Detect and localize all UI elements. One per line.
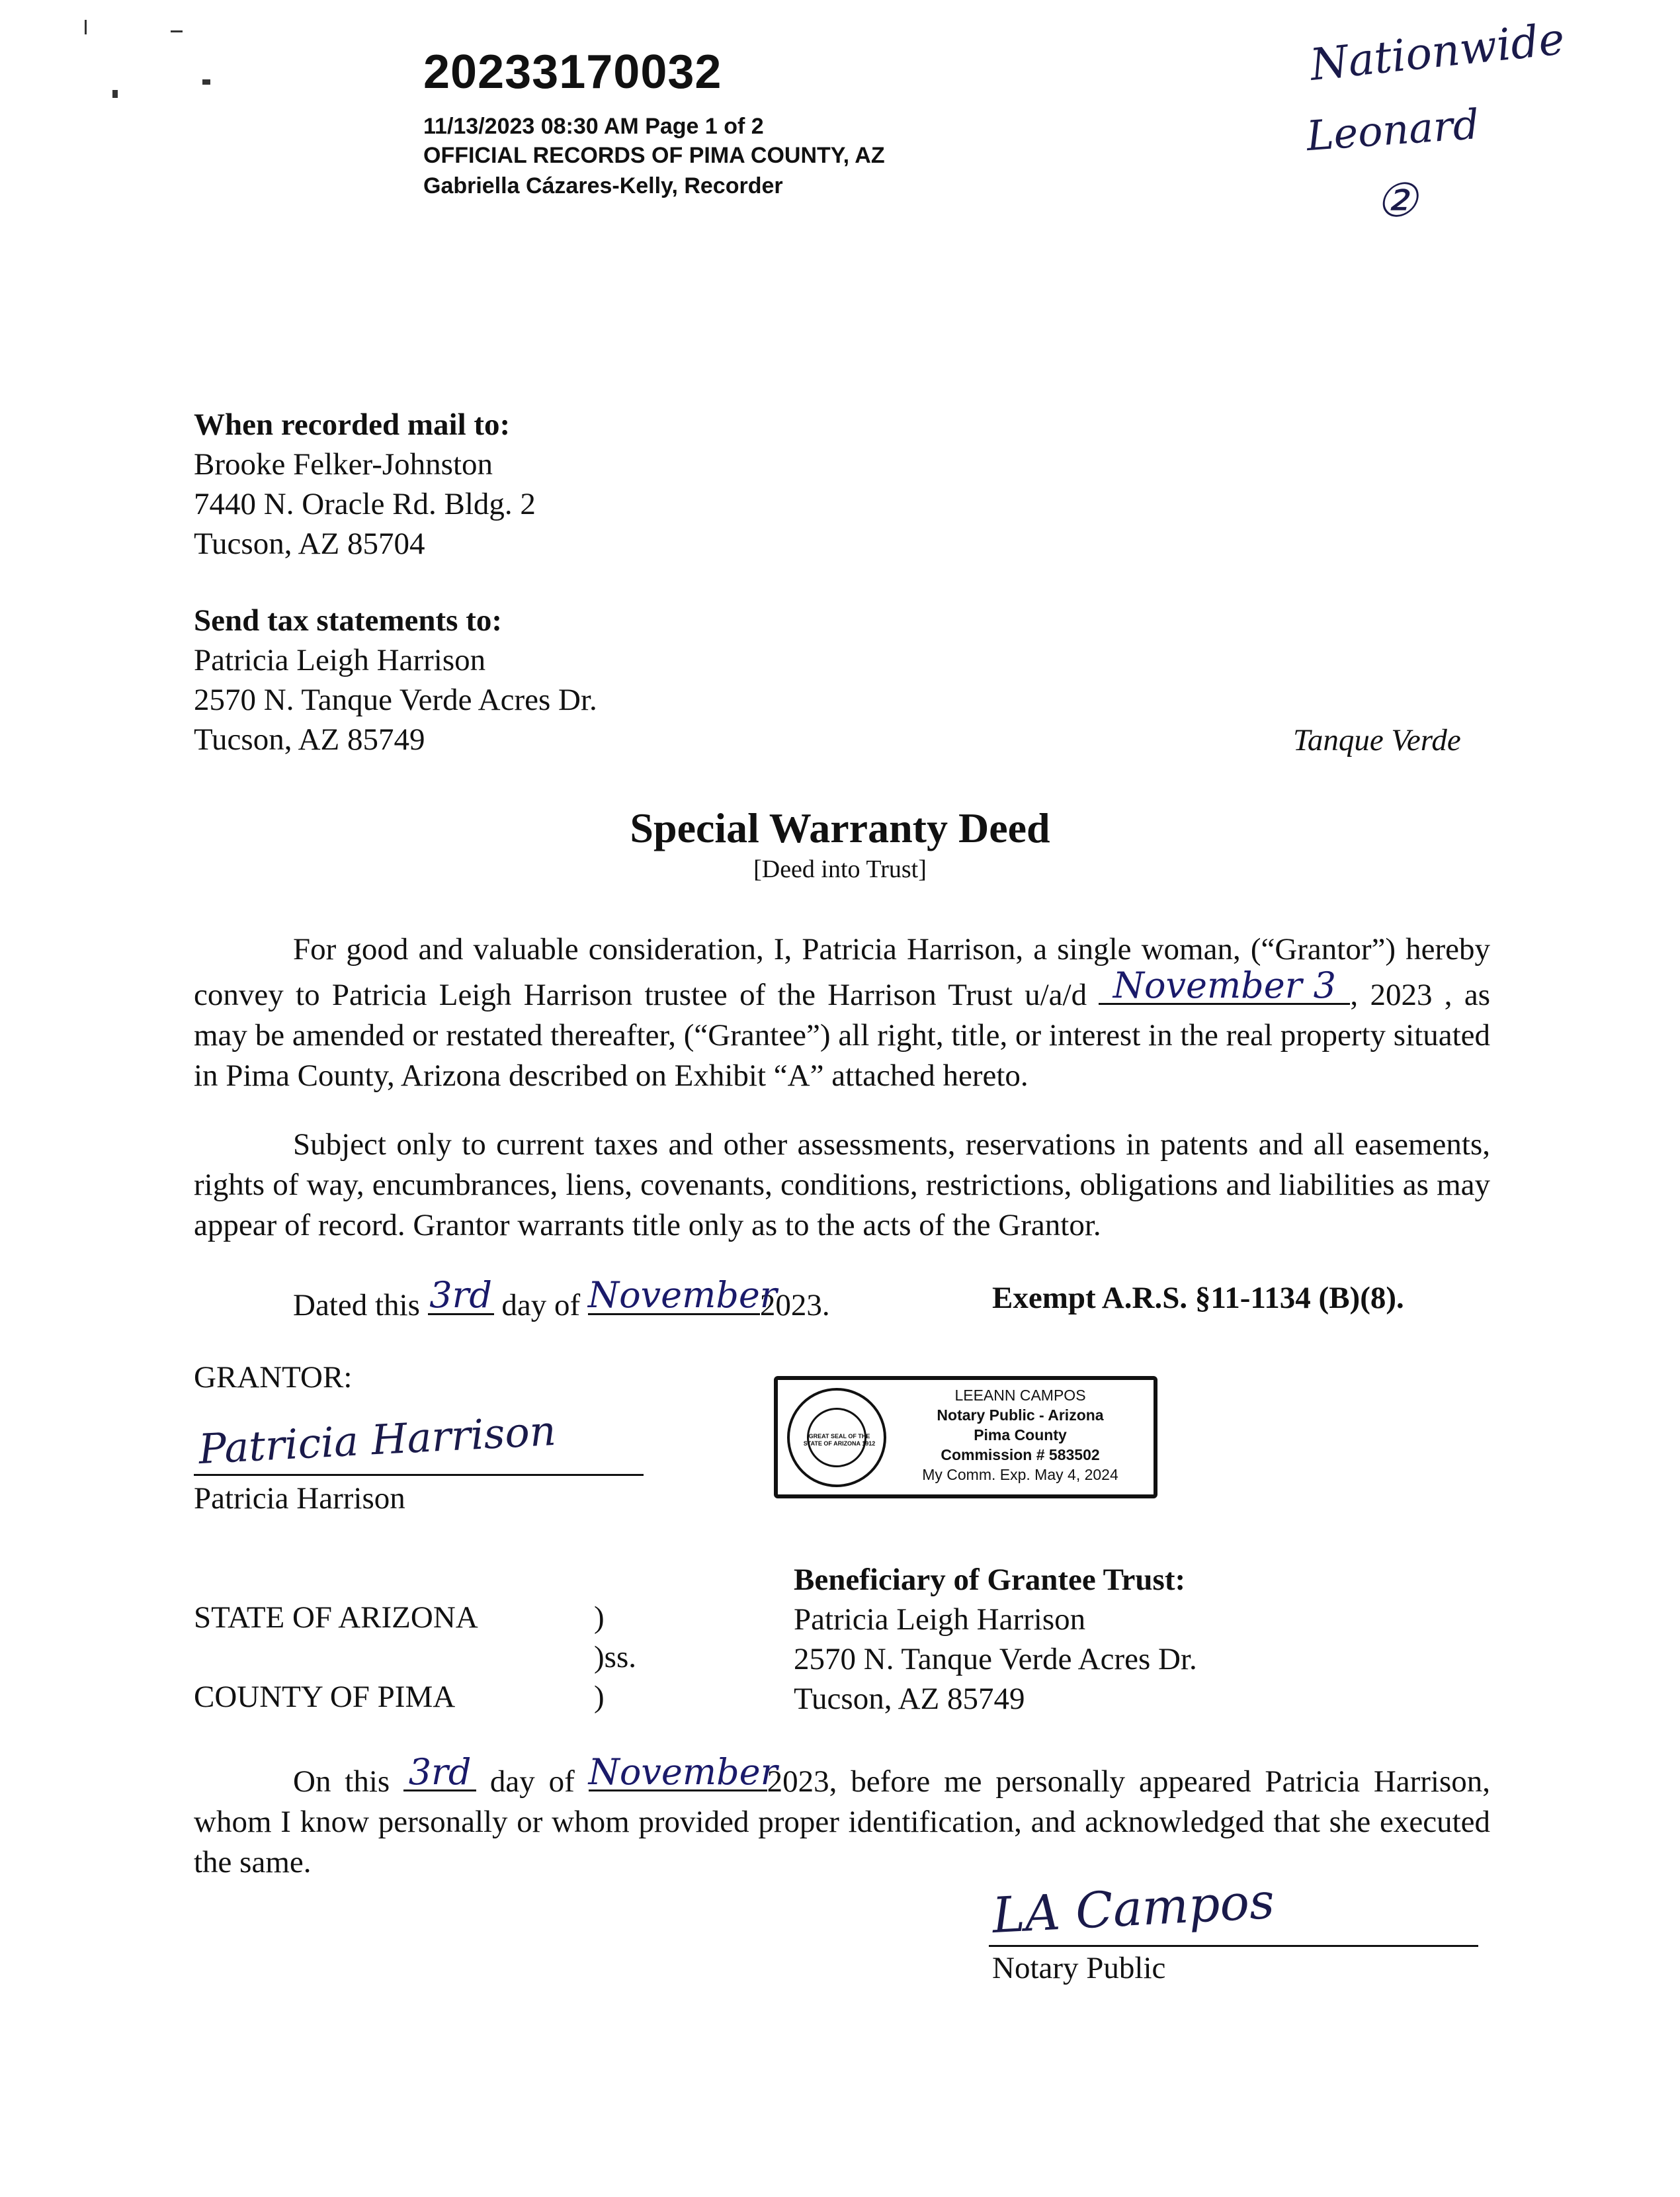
recording-number: 20233170032 bbox=[423, 46, 722, 99]
beneficiary-city: Tucson, AZ 85749 bbox=[794, 1682, 1025, 1716]
area-label: Tanque Verde bbox=[1293, 723, 1461, 757]
ack-month-blank bbox=[588, 1751, 778, 1793]
dated-month-fill: November bbox=[587, 1274, 777, 1316]
mail-to-heading: When recorded mail to: bbox=[194, 408, 511, 442]
notary-stamp-name: LEEANN CAMPOS bbox=[954, 1387, 1086, 1404]
ack-month-fill: November bbox=[588, 1751, 778, 1793]
venue-state: STATE OF ARIZONA bbox=[194, 1600, 478, 1635]
venue-ss: )ss. bbox=[594, 1640, 636, 1674]
beneficiary-heading: Beneficiary of Grantee Trust: bbox=[794, 1563, 1186, 1597]
mail-to-city: Tucson, AZ 85704 bbox=[194, 527, 425, 561]
venue-paren-1: ) bbox=[594, 1600, 605, 1635]
trust-date-blank bbox=[1099, 965, 1350, 1006]
mail-to-street: 7440 N. Oracle Rd. Bldg. 2 bbox=[194, 487, 536, 521]
ack-prefix: On this bbox=[293, 1764, 390, 1799]
subject-paragraph bbox=[194, 1125, 1490, 1246]
dated-month-blank bbox=[587, 1274, 777, 1316]
exempt-statement: Exempt A.R.S. §11-1134 (B)(8). bbox=[992, 1281, 1404, 1315]
tax-to-city: Tucson, AZ 85749 bbox=[194, 722, 425, 757]
tax-to-street: 2570 N. Tanque Verde Acres Dr. bbox=[194, 683, 597, 717]
dated-mid: day of bbox=[501, 1288, 581, 1322]
handwritten-note-line1: Nationwide bbox=[1308, 13, 1567, 91]
notary-stamp-county: Pima County bbox=[974, 1426, 1067, 1443]
grantor-label: GRANTOR: bbox=[194, 1360, 353, 1395]
beneficiary-name: Patricia Leigh Harrison bbox=[794, 1602, 1086, 1637]
ack-rest: 2023, before me personally appeared Patricia Harrison, whom I know personally or whom provided proper identification, and acknowledged that she executed the same. bbox=[194, 1764, 1491, 1879]
dated-line bbox=[293, 1274, 830, 1323]
notary-stamp-title: Notary Public - Arizona bbox=[937, 1406, 1104, 1424]
acknowledgment-paragraph bbox=[194, 1751, 1491, 1883]
notary-stamp-text bbox=[894, 1385, 1147, 1485]
grantor-name: Patricia Harrison bbox=[194, 1481, 405, 1516]
recording-datetime-page: 11/13/2023 08:30 AM Page 1 of 2 bbox=[423, 114, 764, 139]
ack-day-fill: 3rd bbox=[408, 1751, 472, 1793]
scan-speck bbox=[202, 79, 210, 85]
conveyance-text-1: For good and valuable consideration, I, Patricia Harrison, a single woman, (“Grantor”) hereby convey to Patricia Leigh Harrison trustee of the Harrison Trust u/a/d bbox=[194, 932, 1490, 1012]
scan-speck bbox=[85, 20, 93, 34]
ack-day-blank bbox=[403, 1751, 476, 1793]
conveyance-text-2: , 2023 , as may be amended or restated thereafter, (“Grantee”) all right, title, or interest in the real property situated in Pima County, Arizona described on Exhibit “A” attached hereto. bbox=[194, 978, 1491, 1093]
state-seal bbox=[787, 1388, 886, 1487]
beneficiary-street: 2570 N. Tanque Verde Acres Dr. bbox=[794, 1642, 1197, 1676]
handwritten-note-line3: ② bbox=[1376, 173, 1417, 228]
dated-prefix: Dated this bbox=[293, 1288, 420, 1322]
grantor-signature: Patricia Harrison bbox=[197, 1406, 558, 1474]
tax-statements-block bbox=[194, 601, 597, 759]
ack-mid: day of bbox=[489, 1764, 575, 1799]
state-seal-text: GREAT SEAL OF THE STATE OF ARIZONA 1912 bbox=[803, 1433, 876, 1447]
document-title: Special Warranty Deed bbox=[630, 804, 1050, 851]
dated-day-blank bbox=[428, 1274, 494, 1316]
notary-signature: LA Campos bbox=[991, 1872, 1276, 1945]
notary-stamp bbox=[774, 1376, 1157, 1498]
subject-text: Subject only to current taxes and other assessments, reservations in patents and all easements, rights of way, encumbrances, liens, covenants, conditions, restrictions, obligations and liabilities as may appear of record. Grantor warrants title only as to the acts of the Grantor. bbox=[194, 1127, 1490, 1242]
mail-to-name: Brooke Felker-Johnston bbox=[194, 447, 493, 482]
handwritten-note-line2: Leonard bbox=[1304, 99, 1481, 161]
beneficiary-block bbox=[794, 1560, 1197, 1719]
tax-to-heading: Send tax statements to: bbox=[194, 603, 503, 638]
venue-paren-2: ) bbox=[594, 1680, 605, 1714]
grantor-signature-line bbox=[194, 1474, 644, 1476]
document-subtitle: [Deed into Trust] bbox=[753, 855, 927, 883]
recording-office: OFFICIAL RECORDS OF PIMA COUNTY, AZ bbox=[423, 143, 885, 168]
venue-county: COUNTY OF PIMA bbox=[194, 1680, 456, 1714]
tax-to-name: Patricia Leigh Harrison bbox=[194, 643, 486, 677]
dated-day-fill: 3rd bbox=[429, 1274, 493, 1316]
recorder-name: Gabriella Cázares-Kelly, Recorder bbox=[423, 173, 783, 198]
dated-year: 2023. bbox=[759, 1288, 830, 1322]
scan-speck bbox=[171, 30, 183, 32]
trust-date-fill: November 3 bbox=[1113, 965, 1337, 1006]
scan-speck bbox=[112, 90, 118, 98]
conveyance-paragraph bbox=[194, 929, 1490, 1096]
notary-signature-line bbox=[989, 1945, 1478, 1947]
notary-stamp-expires: My Comm. Exp. May 4, 2024 bbox=[922, 1466, 1118, 1483]
notary-stamp-commission: Commission # 583502 bbox=[941, 1446, 1100, 1463]
notary-public-label: Notary Public bbox=[992, 1951, 1166, 1985]
mail-to-block bbox=[194, 405, 536, 564]
